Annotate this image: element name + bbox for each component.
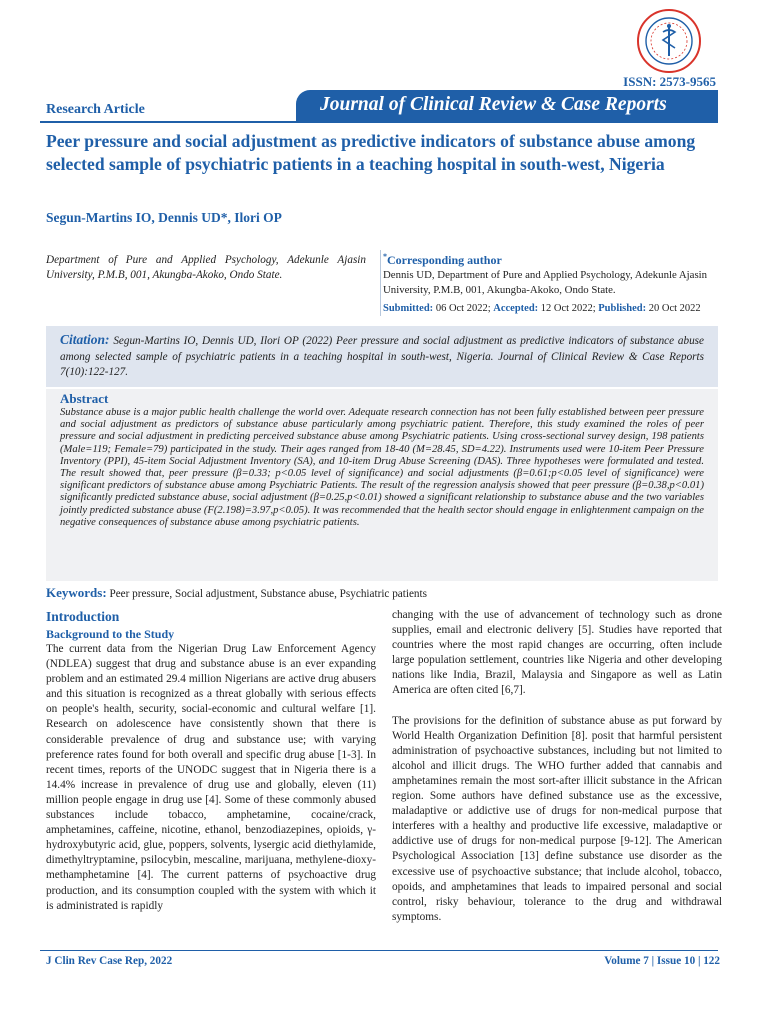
author-list: Segun-Martins IO, Dennis UD*, Ilori OP xyxy=(46,210,282,225)
body-paragraph: The current data from the Nigerian Drug Law Enforcement Agency (NDLEA) suggest that drug and substance abuse is an ever expanding problem and an estimated 29.4 million Nigerians are active drug abusers and this situation is recognized as a threat globally with serious effects on people's health, security, social-economic and cultural welfare [1]. Research on adolescence have consistently shown that there is considerable prevalence of drug and substance use; with varying preference rates found for both overall and specific drug abuse [1-3]. In recent times, reports of the UNODC suggest that in Nigeria there is a 14.4% increase in prevalence of drug use and globally, eleven (11) million people engage in drug use [4]. Some of these commonly abused substances include tobacco, amphetamine, cocaine/crack, amphetamines, caffeine, nicotine, ethanol, benzodiazepines, opioids, γ-hydroxybutyric acid, glue, poppers, solvents, lysergic acid diethylamide, dimethyltryptamine, psilocybin, mescaline, marijuana, methylene-dioxy-methamphetamine [4]. The current patterns of psychoactive drug production, and its consumption coupled with the system with which it is administrated is rapidly xyxy=(46,643,376,912)
header-divider xyxy=(40,121,718,123)
citation-box xyxy=(46,326,718,387)
corresponding-author-label: Corresponding author xyxy=(387,253,502,267)
keywords-label: Keywords: xyxy=(46,585,107,600)
journal-title-banner: Journal of Clinical Review & Case Reports xyxy=(296,90,718,122)
abstract-text: Substance abuse is a major public health challenge the world over. Adequate research connection has not been fully established between peer pressure and social adjustment as predictors of substance abuse particularly among psychiatric patient. Therefore, this study examined the roles of peer pressure and social adjustment in predicting perceived substance abuse among Psychiatric patients. Using cross-sectional survey design, 198 patients (Male=119; Female=79) participated in the study. Their ages ranged from 18-40 (M=28.45, SD=4.22). Instruments used were 10-item Peer Pressure Inventory (PPI), 45-item Social Adjustment Inventory (SA), and 10-item Drug Abuse Screening (DAS). Three hypotheses were formulated and tested. The result showed that, peer pressure (β=0.33; p<0.05 level of significance) and social adjustments (β=0.61;p<0.05 level of significance) were significant predictors of substance abuse among Psychiatric Patients. The result of the regression analysis showed that peer pressure (β=0.38,p<0.01) significantly predicted substance abuse, social adjustment (β=0.25,p<0.01) showed a significant relationship to substance abuse and the two variables jointly predicted substance abuse (F(2.198)=3.97,p<0.05). It was recommended that the health sector should engage in enlightenment campaign on the negative consequences of substance abuse among psychiatric patients. xyxy=(60,407,704,528)
body-column-right xyxy=(392,608,722,925)
citation-label: Citation: xyxy=(60,332,110,347)
footer-journal-ref: J Clin Rev Case Rep, 2022 xyxy=(46,955,173,967)
corresponding-marker: * xyxy=(383,252,387,261)
published-date: 20 Oct 2022 xyxy=(648,303,701,314)
correspondence-divider xyxy=(380,250,381,316)
journal-seal-icon xyxy=(636,8,702,74)
keywords-text: Peer pressure, Social adjustment, Substance abuse, Psychiatric patients xyxy=(109,588,427,600)
accepted-label: Accepted: xyxy=(493,303,539,314)
abstract-heading: Abstract xyxy=(60,391,109,406)
accepted-date: 12 Oct 2022; xyxy=(540,303,596,314)
article-type: Research Article xyxy=(46,102,145,117)
issn: ISSN: 2573-9565 xyxy=(623,74,716,89)
body-paragraph: The provisions for the definition of substance abuse as put forward by World Health Organization Definition [8]. posit that harmful persistent administration of psychoactive substances, including but not limited to alcohol and illicit drugs. The WHO further added that cannabis and amphetamines remain the most sort-after illicit substance in the African region. Some authors have defined substance use as the excessive, maladaptive or addictive use of drugs for non-medical purpose that interferes with a healthy and productive life excessive, maladaptive or addictive use of drugs for non-medical purpose [9-12]. The American Psychological Association [13] define substance use disorder as the excessive use of psychoactive substance; that include alcohol, tobacco, opoids, and amphetamines that leads to impaired personal and social control, risky behaviour, tolerance to the drug and withdrawal symptoms. xyxy=(392,714,722,923)
article-title: Peer pressure and social adjustment as predictive indicators of substance abuse among selected sample of psychiatric patients in a teaching hospital in south-west, Nigeria xyxy=(46,131,696,174)
publication-dates xyxy=(383,303,701,314)
introduction-heading: Introduction xyxy=(46,609,120,624)
citation-text: Segun-Martins IO, Dennis UD, Ilori OP (2022) Peer pressure and social adjustment as predictive indicators of substance abuse among selected sample of psychiatric patients in a teaching hospital in south-west, Nigeria. Journal of Clinical Review & Case Reports 7(10):122-127. xyxy=(60,335,704,378)
corresponding-author-details: Dennis UD, Department of Pure and Applied Psychology, Adekunle Ajasin University, P.M.B, 001, Akungba-Akoko, Ondo State. xyxy=(383,269,708,296)
footer-divider xyxy=(40,950,718,951)
submitted-label: Submitted: xyxy=(383,303,434,314)
footer-volume-page: Volume 7 | Issue 10 | 122 xyxy=(604,955,720,967)
background-heading: Background to the Study xyxy=(46,627,175,641)
submitted-date: 06 Oct 2022; xyxy=(435,303,491,314)
affiliation: Department of Pure and Applied Psychology, Adekunle Ajasin University, P.M.B, 001, Akungba-Akoko, Ondo State. xyxy=(46,254,366,281)
body-column-left xyxy=(46,608,376,914)
keywords xyxy=(46,585,427,601)
corresponding-author-heading xyxy=(383,252,502,268)
published-label: Published: xyxy=(598,303,647,314)
abstract-box xyxy=(46,389,718,581)
body-paragraph: changing with the use of advancement of technology such as drone supplies, email and electronic delivery [5]. Studies have reported that countries where the most rapid changes are occurring, often include large population settlement, countries like Nigeria and other developing nations like India, Brazil, Malaysia and Singapore as well as Latin America are often cited [6,7]. xyxy=(392,609,722,697)
